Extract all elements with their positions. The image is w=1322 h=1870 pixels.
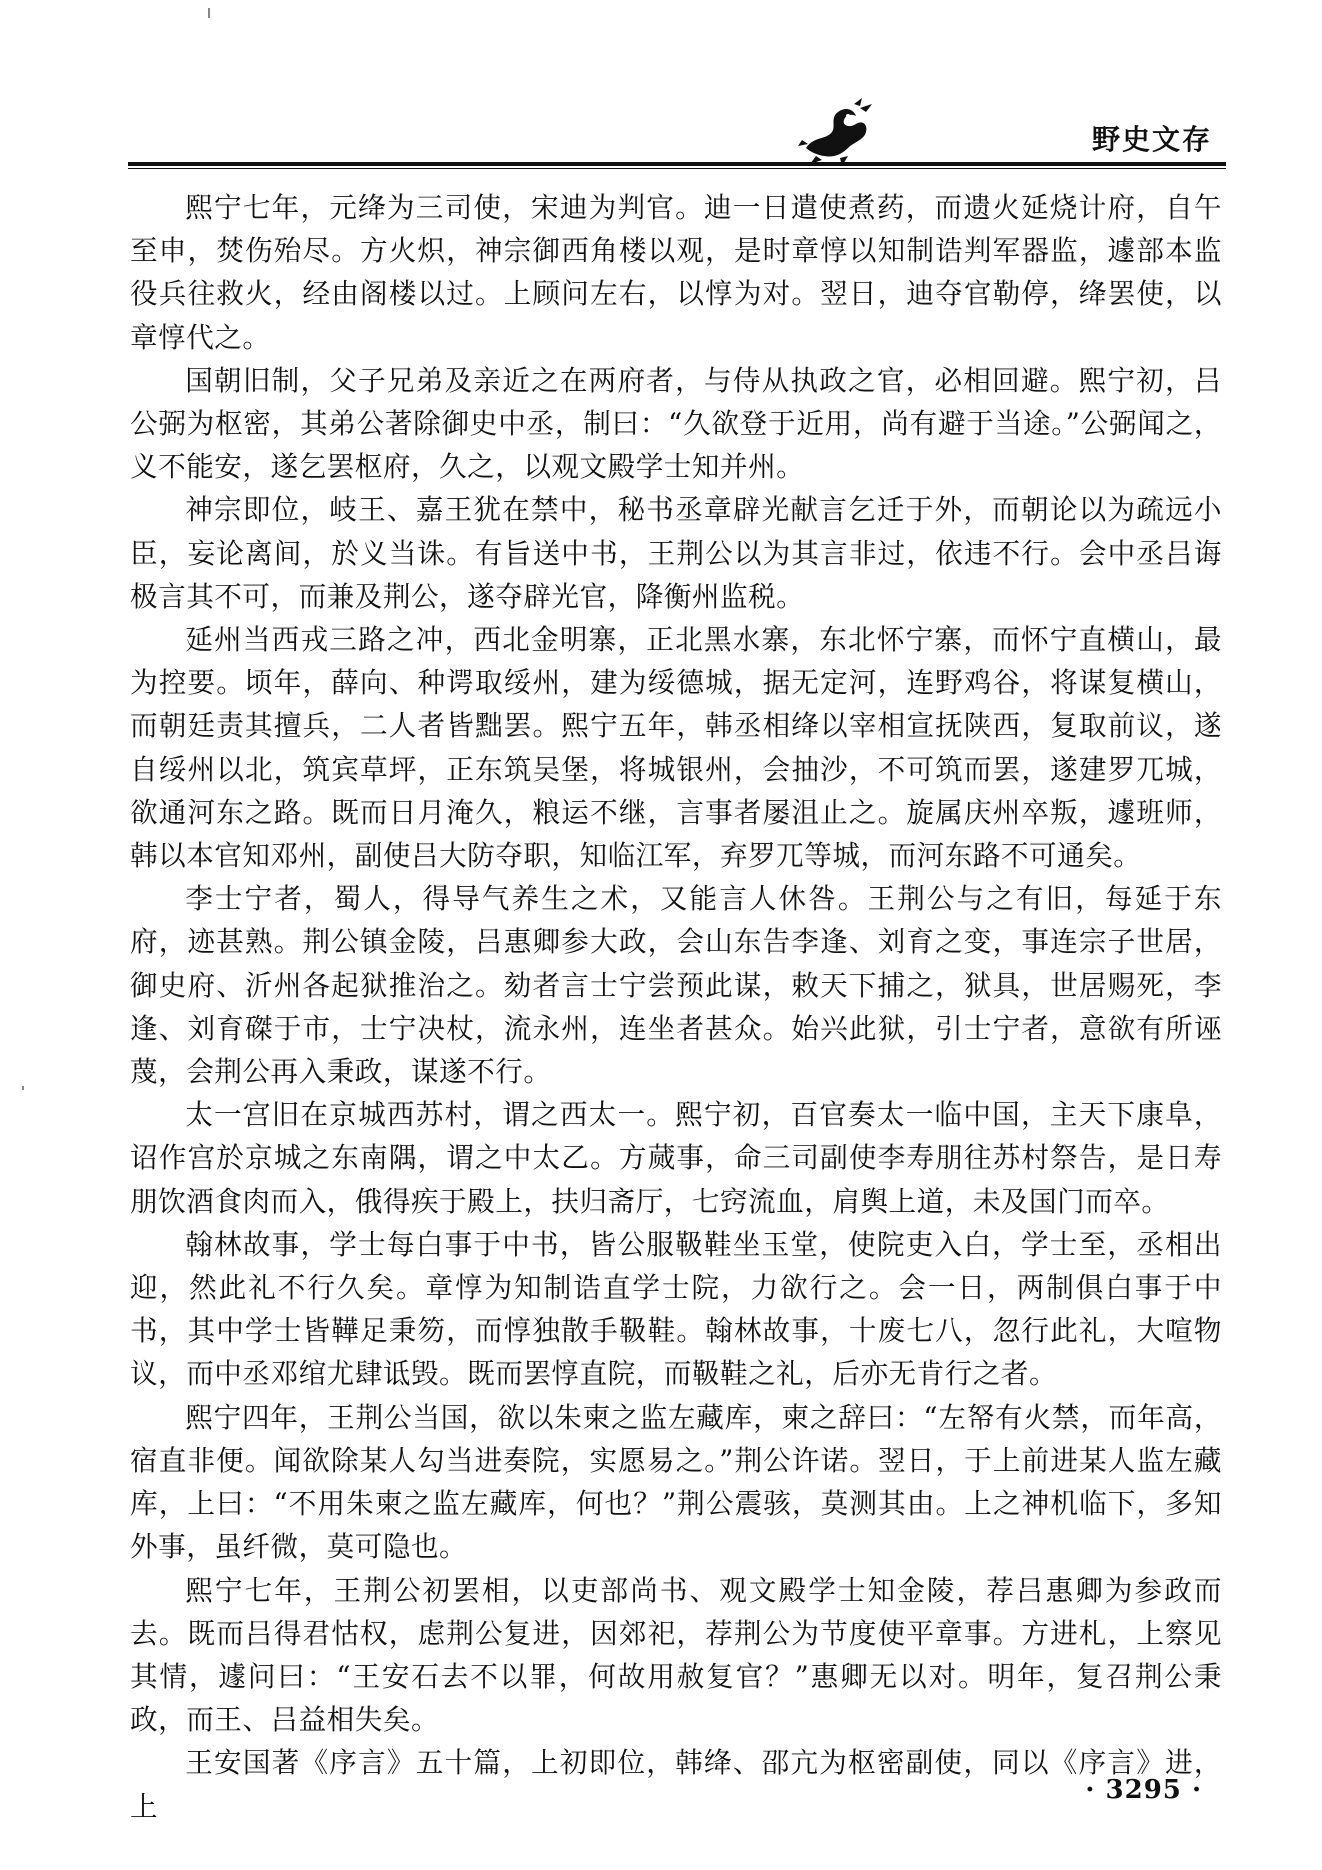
body-text bbox=[130, 186, 1222, 1828]
header-title: 野史文存 bbox=[1091, 123, 1212, 156]
scan-speck bbox=[22, 1086, 24, 1090]
paragraph: 熙宁七年，元绛为三司使，宋迪为判官。迪一日遣使煮药，而遗火延烧计府，自午至申，焚伤殆尽。方火炽，神宗御西角楼以观，是时章惇以知制诰判军器监，遽部本监役兵往救火，经由阁楼以过。上顾问左右，以惇为对。翌日，迪夺官勒停，绛罢使，以章惇代之。 bbox=[130, 191, 1222, 354]
paragraph: 熙宁七年，王荆公初罢相，以吏部尚书、观文殿学士知金陵，荐吕惠卿为参政而去。既而吕得君怙权，虑荆公复进，因郊祀，荐荆公为节度使平章事。方进札，上察见其情，遽问曰：“王安石去不以罪，何故用赦复官？”惠卿无以对。明年，复召荆公秉政，而王、吕益相失矣。 bbox=[130, 1573, 1222, 1737]
running-header bbox=[128, 96, 1226, 170]
paragraph: 延州当西戎三路之冲，西北金明寨，正北黑水寨，东北怀宁寨，而怀宁直横山，最为控要。顷年，薛向、种谔取绥州，建为绥德城，据无定河，连野鸡谷，将谋复横山，而朝廷责其擅兵，二人者皆黜罢。熙宁五年，韩丞相绛以宰相宣抚陕西，复取前议，遂自绥州以北，筑宾草坪，正东筑吴堡，将城银州，会抽沙，不可筑而罢，遂建罗兀城，欲通河东之路。既而日月淹久，粮运不继，言事者屡沮止之。旋属庆州卒叛，遽班师，韩以本官知邓州，副使吕大防夺职，知临江军，弃罗兀等城，而河东路不可通矣。 bbox=[130, 623, 1222, 873]
header-rule bbox=[128, 162, 1226, 166]
page-number: · 3295 · bbox=[1085, 1775, 1202, 1805]
dragon-emblem-icon bbox=[796, 96, 880, 166]
paragraph: 太一宫旧在京城西苏村，谓之西太一。熙宁初，百官奏太一临中国，主天下康阜，诏作宫於京城之东南隅，谓之中太乙。方蒇事，命三司副使李寿朋往苏村祭告，是日寿朋饮酒食肉而入，俄得疾于殿上，扶归斋厅，七窍流血，肩舆上道，未及国门而卒。 bbox=[130, 1098, 1222, 1218]
paragraph: 神宗即位，岐王、嘉王犹在禁中，秘书丞章辟光献言乞迁于外，而朝论以为疏远小臣，妄论离间，於义当诛。有旨送中书，王荆公以为其言非过，依违不行。会中丞吕诲极言其不可，而兼及荆公，遂夺辟光官，降衡州监税。 bbox=[130, 493, 1222, 613]
header-rule-thin bbox=[128, 168, 1226, 169]
scan-speck bbox=[208, 8, 210, 18]
paragraph: 熙宁四年，王荆公当国，欲以朱柬之监左藏库，柬之辞曰：“左帑有火禁，而年高，宿直非便。闻欲除某人勾当进奏院，实愿易之。”荆公许诺。翌日，于上前进某人监左藏库，上曰：“不用朱柬之监左藏库，何也？”荆公震骇，莫测其由。上之神机临下，多知外事，虽纤微，莫可隐也。 bbox=[130, 1400, 1222, 1564]
paragraph: 翰林故事，学士每白事于中书，皆公服靸鞋坐玉堂，使院吏入白，学士至，丞相出迎，然此礼不行久矣。章惇为知制诰直学士院，力欲行之。会一日，两制俱白事于中书，其中学士皆鞾足秉笏，而惇独散手靸鞋。翰林故事，十废七八，忽行此礼，大喧物议，而中丞邓绾尤肆诋毁。既而罢惇直院，而靸鞋之礼，后亦无肯行之者。 bbox=[130, 1227, 1222, 1391]
paragraph: 国朝旧制，父子兄弟及亲近之在两府者，与侍从执政之官，必相回避。熙宁初，吕公弼为枢密，其弟公著除御史中丞，制曰：“久欲登于近用，尚有避于当途。”公弼闻之，义不能安，遂乞罢枢府，久之，以观文殿学士知并州。 bbox=[130, 363, 1222, 484]
paragraph: 李士宁者，蜀人，得导气养生之术，又能言人休咎。王荆公与之有旧，每延于东府，迹甚熟。荆公镇金陵，吕惠卿参大政，会山东告李逢、刘育之变，事连宗子世居，御史府、沂州各起狱推治之。劾者言士宁尝预此谋，敕天下捕之，狱具，世居赐死，李逢、刘育磔于市，士宁决杖，流永州，连坐者甚众。始兴此狱，引士宁者，意欲有所诬蔑，会荆公再入秉政，谋遂不行。 bbox=[130, 882, 1222, 1089]
paragraph: 王安国著《序言》五十篇，上初即位，韩绛、邵亢为枢密副使，同以《序言》进，上 bbox=[130, 1746, 1222, 1823]
